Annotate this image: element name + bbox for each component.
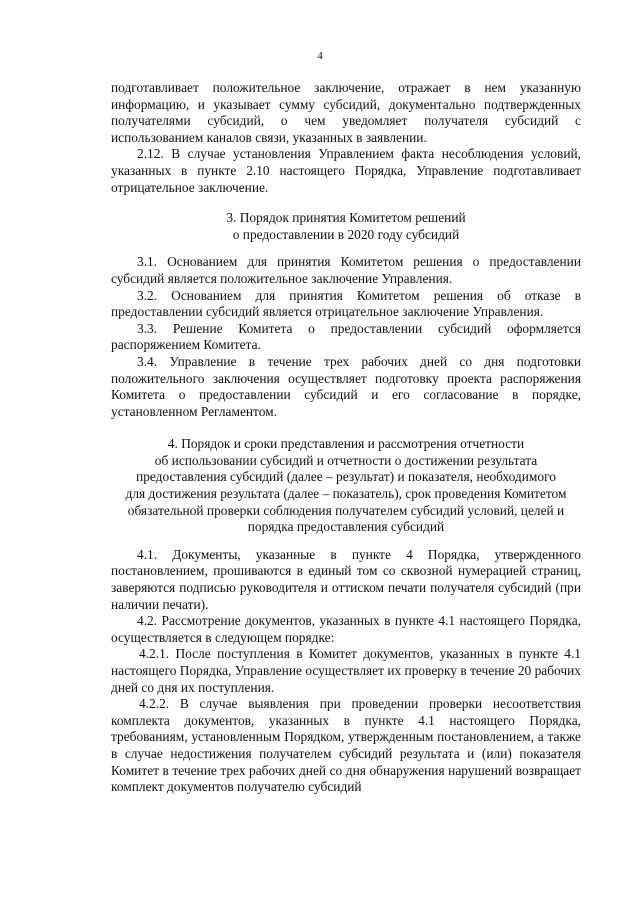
section-4-heading-line: предоставления субсидий (далее – результат) и показателя, необходимого (136, 469, 556, 485)
section-3-heading (111, 210, 581, 243)
section-4-heading-line: об использовании субсидий и отчетности о достижении результата (154, 452, 538, 468)
clause-4-2-2: 4.2.2. В случае выявления при проведении проверки несоответствия комплекта документов, указанных в пункте 4.1 настоящего Порядка, требованиям, установленным Порядком, утвержденным постановлением, а также в случае недостижения получателем субсидий результата и (или) показателя Комитет в течение трех рабочих дней со дня обнаружения нарушений возвращает комплект документов получателю субсидий (111, 696, 581, 795)
clause-3-4: 3.4. Управление в течение трех рабочих дней со дня подготовки положительного заключения осуществляет подготовку проекта распоряжения Комитета о предоставлении субсидий и его согласование в порядке, установленном Регламентом. (111, 353, 581, 419)
section-4-heading (111, 436, 581, 536)
section-4-heading-line: 4. Порядок и сроки представления и рассмотрения отчетности (167, 436, 525, 452)
page-number: 4 (317, 50, 323, 62)
section-4-heading-line: для достижения результата (далее – показатель), срок проведения Комитетом (125, 486, 567, 502)
clause-4-2: 4.2. Рассмотрение документов, указанных в пункте 4.1 настоящего Порядка, осуществляется в следующем порядке: (111, 613, 581, 645)
clause-2-12: 2.12. В случае установления Управлением факта несоблюдения условий, указанных в пункте 2.10 настоящего Порядка, Управление подготавливает отрицательное заключение. (111, 146, 581, 195)
section-3-heading-line: 3. Порядок принятия Комитетом решений (226, 210, 466, 226)
clause-4-1: 4.1. Документы, указанные в пункте 4 Порядка, утвержденного постановлением, прошиваются в единый том со сквозной нумерацией страниц, заверяются подписью руководителя и оттиском печати получателя субсидий (при наличии печати). (111, 546, 581, 612)
clause-3-1: 3.1. Основанием для принятия Комитетом решения о предоставлении субсидий является положительное заключение Управления. (111, 254, 581, 286)
section-4-heading-line: порядка предоставления субсидий (247, 519, 445, 535)
section-3-heading-line: о предоставлении в 2020 году субсидий (232, 226, 460, 242)
document-body (111, 80, 581, 796)
section-4-heading-line: обязательной проверки соблюдения получателем субсидий условий, целей и (127, 502, 565, 518)
clause-3-3: 3.3. Решение Комитета о предоставлении субсидий оформляется распоряжением Комитета. (111, 320, 581, 353)
clause-3-2: 3.2. Основанием для принятия Комитетом решения об отказе в предоставлении субсидий является отрицательное заключение Управления. (111, 287, 581, 320)
clause-4-2-1: 4.2.1. После поступления в Комитет документов, указанных в пункте 4.1 настоящего Порядка, Управление осуществляет их проверку в течение 20 рабочих дней со дня их поступления. (111, 646, 581, 695)
continuation-paragraph: подготавливает положительное заключение, отражает в нем указанную информацию, и указывает сумму субсидий, документально подтвержденных получателями субсидий, о чем уведомляет получателя субсидий с использованием каналов связи, указанных в заявлении. (111, 80, 581, 145)
